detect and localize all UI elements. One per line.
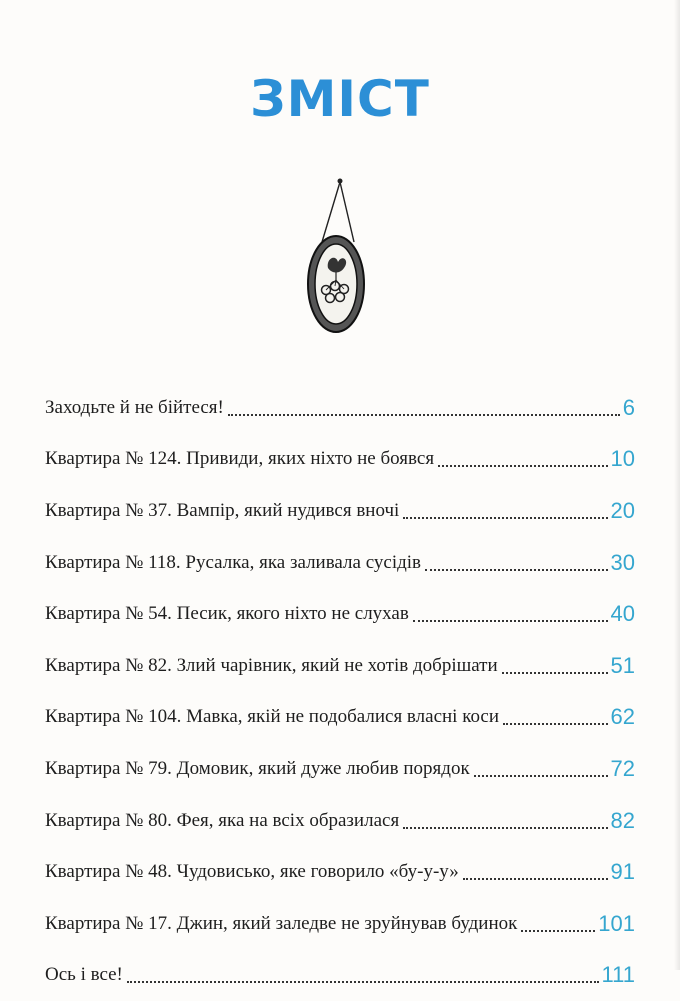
toc-entry[interactable]: [45, 434, 635, 486]
toc-entry[interactable]: [45, 382, 635, 434]
toc-page-number: 30: [610, 549, 635, 575]
toc-page-number: 40: [610, 601, 635, 627]
toc-entry-title: Квартира № 79. Домовик, який дуже любив порядок: [45, 757, 470, 779]
dot-leader: [503, 721, 607, 725]
dot-leader: [502, 670, 608, 674]
toc-entry[interactable]: [45, 537, 635, 589]
toc-entry[interactable]: [45, 692, 635, 744]
toc-entry[interactable]: [45, 743, 635, 795]
toc-page-number: 62: [610, 704, 635, 730]
toc-entry[interactable]: [45, 898, 635, 950]
dot-leader: [403, 515, 607, 519]
dot-leader: [438, 463, 607, 467]
toc-entry-title: Квартира № 124. Привиди, яких ніхто не боявся: [45, 448, 435, 470]
toc-entry[interactable]: [45, 795, 635, 847]
toc-page-number: 101: [598, 910, 635, 936]
dot-leader: [403, 825, 607, 829]
toc-entry-title: Квартира № 118. Русалка, яка заливала сусідів: [45, 551, 422, 573]
dot-leader: [463, 876, 608, 880]
toc-page-number: 51: [610, 652, 635, 678]
dot-leader: [127, 979, 599, 983]
toc-entry-title: Квартира № 17. Джин, який заледве не зруйнував будинок: [45, 912, 518, 934]
page-edge-shadow: [674, 0, 680, 970]
dot-leader: [474, 773, 608, 777]
toc-entry[interactable]: [45, 640, 635, 692]
dot-leader: [425, 567, 608, 571]
toc-page-number: 20: [610, 497, 635, 523]
dot-leader: [413, 618, 608, 622]
toc-entry[interactable]: [45, 950, 635, 1001]
page-title: ЗМІСТ: [250, 70, 430, 128]
toc-entry[interactable]: [45, 588, 635, 640]
toc-entry-title: Квартира № 37. Вампір, який нудився вночі: [45, 499, 400, 521]
toc-entry-title: Ось і все!: [45, 964, 123, 986]
toc-entry-title: Квартира № 104. Мавка, якій не подобалися власні коси: [45, 706, 500, 728]
toc-entry-title: Квартира № 48. Чудовисько, яке говорило «бу-у-у»: [45, 861, 459, 883]
toc-page-number: 10: [610, 446, 635, 472]
dot-leader: [228, 412, 620, 416]
toc-entry-title: Квартира № 54. Песик, якого ніхто не слухав: [45, 603, 409, 625]
toc-page-number: 82: [610, 807, 635, 833]
toc-entry[interactable]: [45, 485, 635, 537]
toc-entry[interactable]: [45, 846, 635, 898]
toc-entry-title: Квартира № 82. Злий чарівник, який не хотів добрішати: [45, 654, 498, 676]
toc-entry-title: Заходьте й не бійтеся!: [45, 396, 224, 418]
toc-page-number: 72: [610, 755, 635, 781]
toc-page-number: 111: [601, 962, 635, 988]
dot-leader: [521, 928, 595, 932]
toc-entry-title: Квартира № 80. Фея, яка на всіх образилася: [45, 809, 400, 831]
hanging-frame-icon: [292, 176, 382, 346]
toc-page-number: 91: [610, 859, 635, 885]
toc-page-number: 6: [622, 394, 635, 420]
table-of-contents: [45, 382, 635, 1001]
